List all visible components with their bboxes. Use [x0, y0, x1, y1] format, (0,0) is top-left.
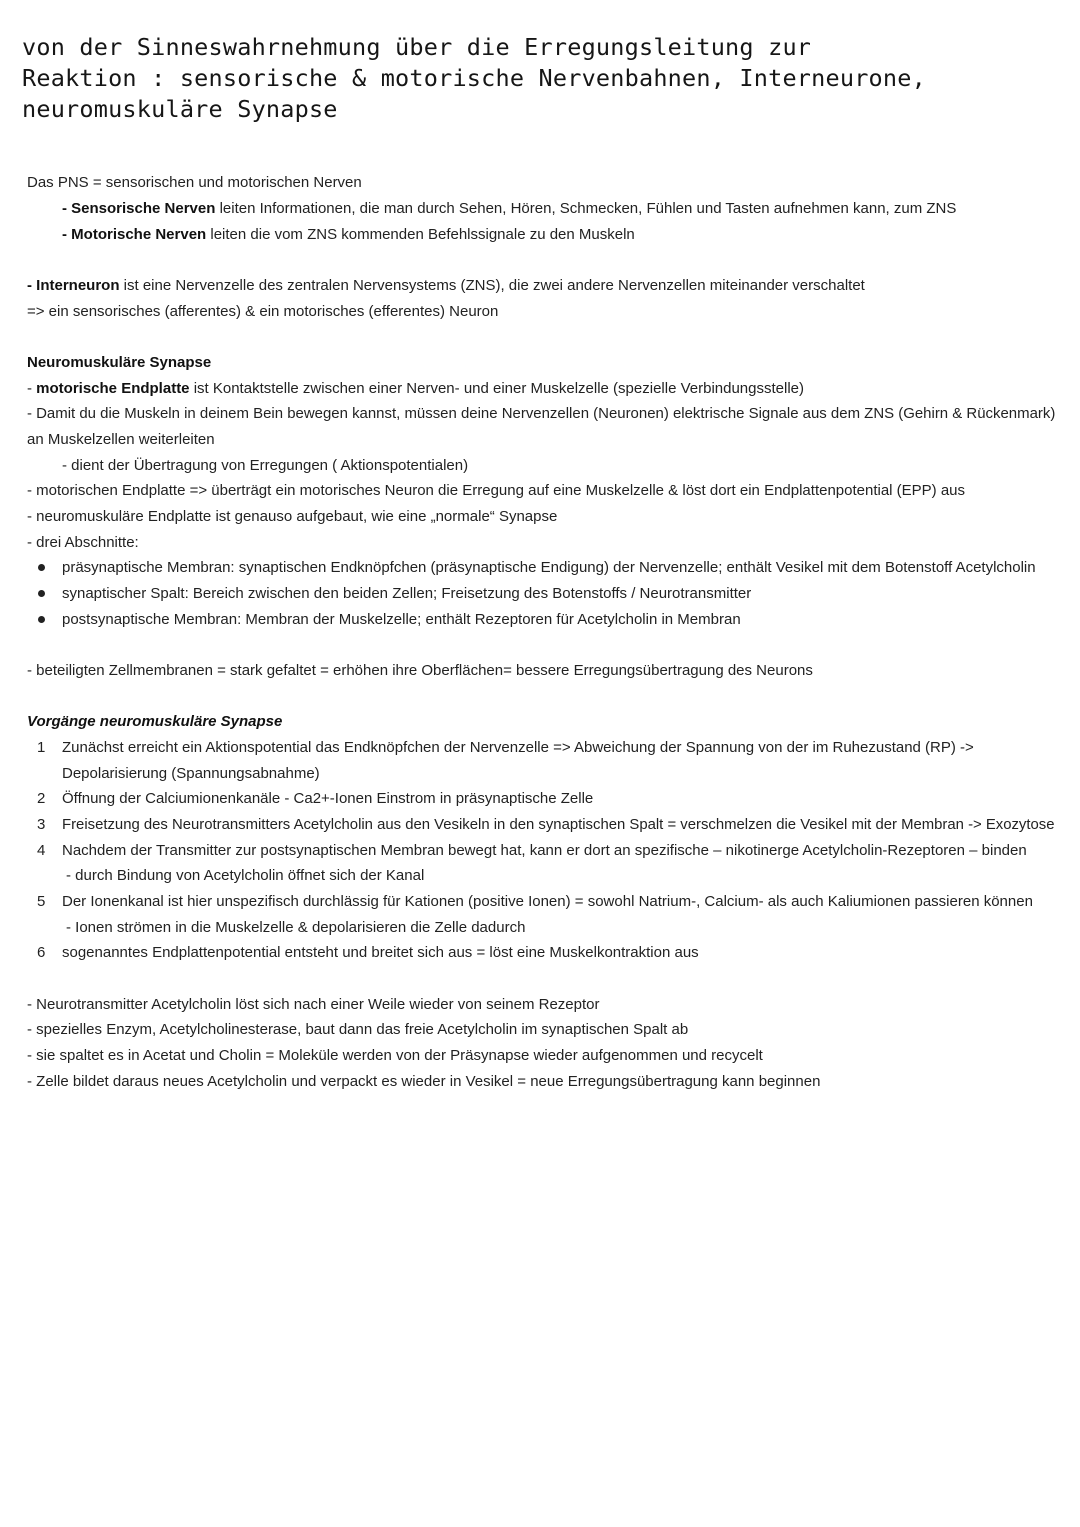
closing-line: - Neurotransmitter Acetylcholin löst sich nach einer Weile wieder von seinem Rezeptor: [27, 996, 600, 1013]
synapse-line-2: - Damit du die Muskeln in deinem Bein bewegen kannst, müssen deine Nervenzellen (Neuronen) elektrische Signale aus dem ZNS (Gehirn & Rückenmark): [27, 405, 1056, 422]
sensory-term: - Sensorische Nerven: [62, 200, 216, 217]
synapse-heading-text: Neuromuskuläre Synapse: [27, 354, 212, 371]
synapse-line-5: - motorischen Endplatte => überträgt ein motorisches Neuron die Erregung auf eine Muskelzelle & löst dort ein Endplattenpotential (EPP) aus: [27, 482, 966, 499]
interneuron-line-2: => ein sensorisches (afferentes) & ein motorisches (efferentes) Neuron: [27, 303, 499, 320]
interneuron-text: ist eine Nervenzelle des zentralen Nervensystems (ZNS), die zwei andere Nervenzellen miteinander verschaltet: [119, 277, 865, 294]
bullet-item: präsynaptische Membran: synaptischen Endknöpfchen (präsynaptische Endigung) der Nervenzelle; enthält Vesikel mit dem Botenstoff Acetylcholin: [62, 559, 1036, 576]
synapse-line-6: - neuromuskuläre Endplatte ist genauso aufgebaut, wie eine „normale“ Synapse: [27, 508, 558, 525]
pns-sensory: [62, 200, 956, 218]
title-line-1: von der Sinneswahrnehmung über die Erregungsleitung zur: [22, 33, 812, 61]
motor-text: leiten die vom ZNS kommenden Befehlssignale zu den Muskeln: [206, 226, 635, 243]
bullet-dot: [38, 616, 45, 623]
step-number: 3: [37, 816, 46, 833]
step-text: Zunächst erreicht ein Aktionspotential das Endknöpfchen der Nervenzelle => Abweichung der Spannung von der im Ruhezustand (RP) ->: [62, 739, 974, 756]
process-heading-text: Vorgänge neuromuskuläre Synapse: [27, 713, 283, 730]
synapse-line-7: - drei Abschnitte:: [27, 534, 139, 551]
step-text: sogenanntes Endplattenpotential entsteht und breitet sich aus = löst eine Muskelkontraktion aus: [62, 944, 699, 961]
step-number: 1: [37, 739, 46, 756]
step-text-cont: - durch Bindung von Acetylcholin öffnet sich der Kanal: [66, 867, 425, 884]
synapse-endplate: [27, 380, 804, 398]
interneuron-definition: [27, 277, 865, 295]
step-number: 4: [37, 842, 46, 859]
closing-line: - Zelle bildet daraus neues Acetylcholin und verpackt es wieder in Vesikel = neue Erregungsübertragung kann beginnen: [27, 1073, 821, 1090]
bullet-item: postsynaptische Membran: Membran der Muskelzelle; enthält Rezeptoren für Acetylcholin in Membran: [62, 611, 741, 628]
step-text-cont: Depolarisierung (Spannungsabnahme): [62, 765, 320, 782]
step-number: 2: [37, 790, 46, 807]
step-text: Freisetzung des Neurotransmitters Acetylcholin aus den Vesikeln in den synaptischen Spalt = verschmelzen die Vesikel mit der Membran -> Exozytose: [62, 816, 1055, 833]
bullet-dot: [38, 564, 45, 571]
synapse-heading: [27, 354, 211, 372]
title-line-2: Reaktion : sensorische & motorische Nervenbahnen, Interneurone,: [22, 64, 926, 92]
title-line-3: neuromuskuläre Synapse: [22, 95, 338, 123]
synapse-line-3: an Muskelzellen weiterleiten: [27, 431, 215, 448]
step-text: Der Ionenkanal ist hier unspezifisch durchlässig für Kationen (positive Ionen) = sowohl Natrium-, Calcium- als auch Kaliumionen passieren können: [62, 893, 1033, 910]
closing-line: - spezielles Enzym, Acetylcholinesterase, baut dann das freie Acetylcholin im synaptischen Spalt ab: [27, 1021, 689, 1038]
endplate-text: ist Kontaktstelle zwischen einer Nerven- und einer Muskelzelle (spezielle Verbindungsstelle): [189, 380, 805, 397]
process-heading: [27, 713, 282, 731]
endplate-term: motorische Endplatte: [36, 380, 190, 397]
step-text: Öffnung der Calciumionenkanäle - Ca2+-Ionen Einstrom in präsynaptische Zelle: [62, 790, 594, 807]
pns-motor: [62, 226, 635, 244]
synapse-line-4: - dient der Übertragung von Erregungen ( Aktionspotentialen): [62, 457, 469, 474]
page-title: [22, 32, 1052, 125]
membranes-note: - beteiligten Zellmembranen = stark gefaltet = erhöhen ihre Oberflächen= bessere Erregungsübertragung des Neurons: [27, 662, 813, 679]
motor-term: - Motorische Nerven: [62, 226, 207, 243]
endplate-prefix: -: [27, 380, 37, 397]
pns-intro: Das PNS = sensorischen und motorischen Nerven: [27, 174, 362, 191]
sensory-text: leiten Informationen, die man durch Sehen, Hören, Schmecken, Fühlen und Tasten aufnehmen kann, zum ZNS: [215, 200, 957, 217]
step-text-cont: - Ionen strömen in die Muskelzelle & depolarisieren die Zelle dadurch: [66, 919, 526, 936]
bullet-dot: [38, 590, 45, 597]
step-number: 6: [37, 944, 46, 961]
step-text: Nachdem der Transmitter zur postsynaptischen Membran bewegt hat, kann er dort an spezifische – nikotinerge Acetylcholin-Rezeptoren – binden: [62, 842, 1027, 859]
closing-line: - sie spaltet es in Acetat und Cholin = Moleküle werden von der Präsynapse wieder aufgenommen und recycelt: [27, 1047, 763, 1064]
step-number: 5: [37, 893, 46, 910]
bullet-item: synaptischer Spalt: Bereich zwischen den beiden Zellen; Freisetzung des Botenstoffs / Neurotransmitter: [62, 585, 752, 602]
interneuron-term: - Interneuron: [27, 277, 120, 294]
